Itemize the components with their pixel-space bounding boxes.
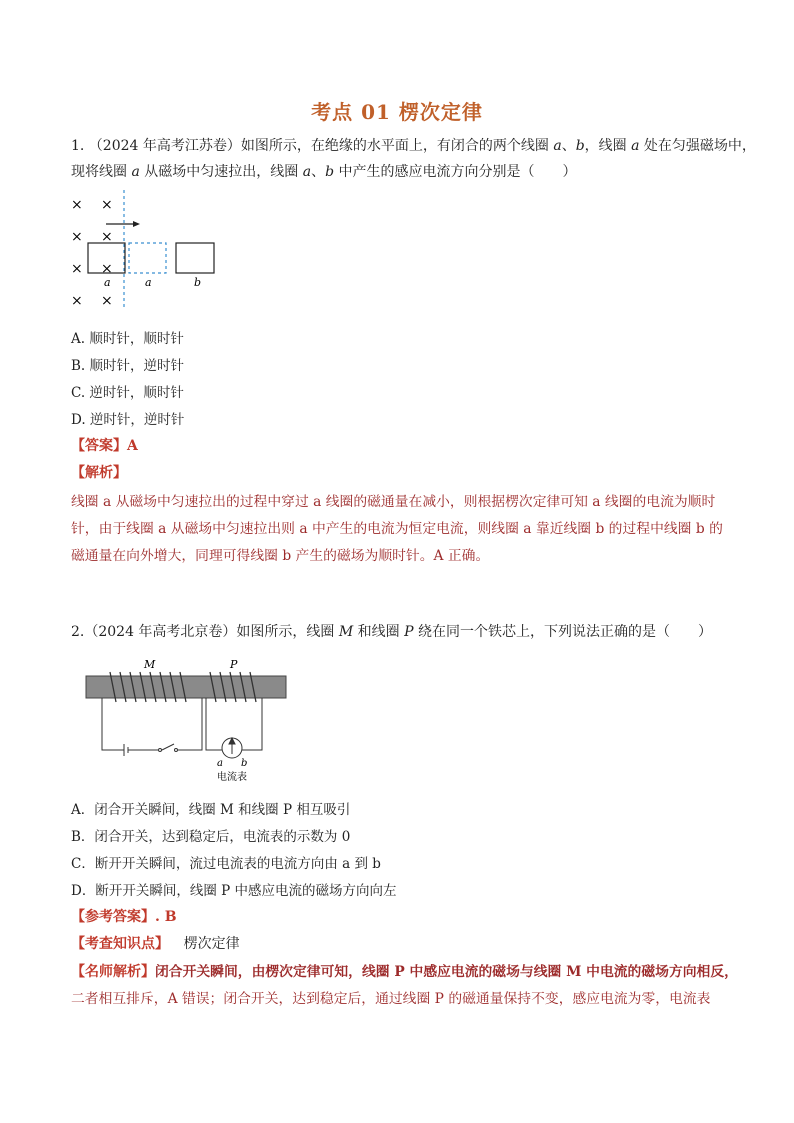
coil-a-moved [129, 243, 166, 273]
field-cross: × [71, 261, 83, 277]
q1-var: a [631, 138, 640, 154]
q1-var: a [302, 164, 312, 180]
q1-var: a [131, 164, 140, 180]
q1-text: 从磁场中匀速拉出，线圈 [139, 164, 303, 180]
q1-text: 现将线圈 [71, 164, 132, 180]
q2-option-a[interactable]: A．闭合开关瞬间，线圈 M 和线圈 P 相互吸引 [71, 802, 351, 818]
q2-ref-answer [71, 906, 177, 926]
q1-option-d[interactable]: D. 逆时针，逆时针 [71, 412, 185, 428]
ammeter-label: 电流表 [217, 772, 247, 783]
q1-analysis-line: 磁通量在向外增大，同理可得线圈 b 产生的磁场为顺时针。A 正确。 [71, 548, 490, 564]
q1-option-b[interactable]: B. 顺时针，逆时针 [71, 358, 185, 374]
teacher-analysis-line: 闭合开关瞬间，由楞次定律可知，线圈 P 中感应电流的磁场与线圈 M 中电流的磁场方向相反， [155, 964, 738, 980]
teacher-analysis-line: 二者相互排斥，A 错误；闭合开关，达到稳定后，通过线圈 P 的磁通量保持不变，感应电流为零，电流表 [71, 991, 711, 1007]
q1-analysis-line: 针，由于线圈 a 从磁场中匀速拉出则 a 中产生的电流为恒定电流，则线圈 a 靠近线圈 b 的过程中线圈 b 的 [71, 521, 723, 537]
answer-value: A [127, 438, 138, 454]
q2-stem-line1 [71, 622, 712, 642]
q2-teacher-line1 [71, 960, 738, 981]
coil-b-label: b [194, 276, 202, 289]
field-cross: × [101, 197, 113, 213]
field-cross: × [101, 229, 113, 245]
page-title: 考点 01 楞次定律 [311, 100, 483, 124]
q1-analysis-line: 线圈 a 从磁场中匀速拉出的过程中穿过 a 线圈的磁通量在减小，则根据楞次定律可知 a 线圈的电流为顺时 [71, 494, 716, 510]
field-cross: × [71, 197, 83, 213]
teacher-label: 【名师解析】 [71, 964, 155, 980]
knowledge-label: 【考查知识点】 [71, 936, 169, 952]
coil-p-label: P [230, 658, 238, 671]
field-cross: × [101, 293, 113, 309]
field-cross: × [101, 261, 113, 277]
coil-a-moved-label: a [145, 276, 152, 289]
ref-answer-value: . B [155, 909, 177, 925]
q2-figure [82, 654, 292, 786]
q1-var: b [325, 164, 335, 180]
q1-text: ，线圈 [584, 138, 632, 154]
q2-text: 2.（2024 年高考北京卷）如图所示，线圈 [71, 624, 339, 640]
q2-text: 和线圈 [353, 624, 405, 640]
coil-m-label: M [144, 658, 156, 671]
q1-text: 处在匀强磁场中， [639, 138, 756, 154]
terminal-a-label: a [217, 758, 223, 769]
circuit-m [102, 698, 202, 756]
q1-analysis-label: 【解析】 [71, 465, 127, 481]
q1-var: b [575, 138, 585, 154]
pull-arrow-head [133, 221, 140, 227]
q1-option-c[interactable]: C. 逆时针，顺时针 [71, 385, 184, 401]
q1-text: 1. （2024 年高考江苏卷）如图所示，在绝缘的水平面上，有闭合的两个线圈 [71, 138, 554, 154]
q2-option-c[interactable]: C．断开开关瞬间，流过电流表的电流方向由 a 到 b [71, 856, 381, 872]
ref-answer-label: 【参考答案】 [71, 909, 155, 925]
q1-var: a [553, 138, 562, 154]
coil-b [176, 243, 214, 273]
q2-option-b[interactable]: B．闭合开关，达到稳定后，电流表的示数为 0 [71, 829, 351, 845]
q1-text: 、 [311, 164, 326, 180]
answer-label: 【答案】 [71, 438, 127, 454]
terminal-b-label: b [241, 758, 248, 769]
knowledge-value: 楞次定律 [183, 936, 240, 952]
circuit-p [206, 698, 262, 758]
q2-var: P [404, 624, 414, 640]
q2-text: 绕在同一个铁芯上，下列说法正确的是（ ） [413, 624, 713, 640]
q1-figure [66, 188, 226, 312]
coil-a-label: a [104, 276, 111, 289]
q1-text: 、 [561, 138, 576, 154]
q1-option-a[interactable]: A. 顺时针，顺时针 [71, 331, 184, 347]
q2-option-d[interactable]: D．断开开关瞬间，线圈 P 中感应电流的磁场方向向左 [71, 883, 397, 899]
iron-core [86, 676, 286, 698]
field-cross: × [71, 229, 83, 245]
q1-answer [71, 435, 138, 455]
q2-knowledge [71, 933, 240, 953]
field-cross: × [71, 293, 83, 309]
q2-var: M [338, 624, 354, 640]
q1-stem-line2 [71, 162, 577, 182]
q1-stem-line1 [71, 136, 756, 156]
q1-text: 中产生的感应电流方向分别是（ ） [334, 164, 577, 180]
